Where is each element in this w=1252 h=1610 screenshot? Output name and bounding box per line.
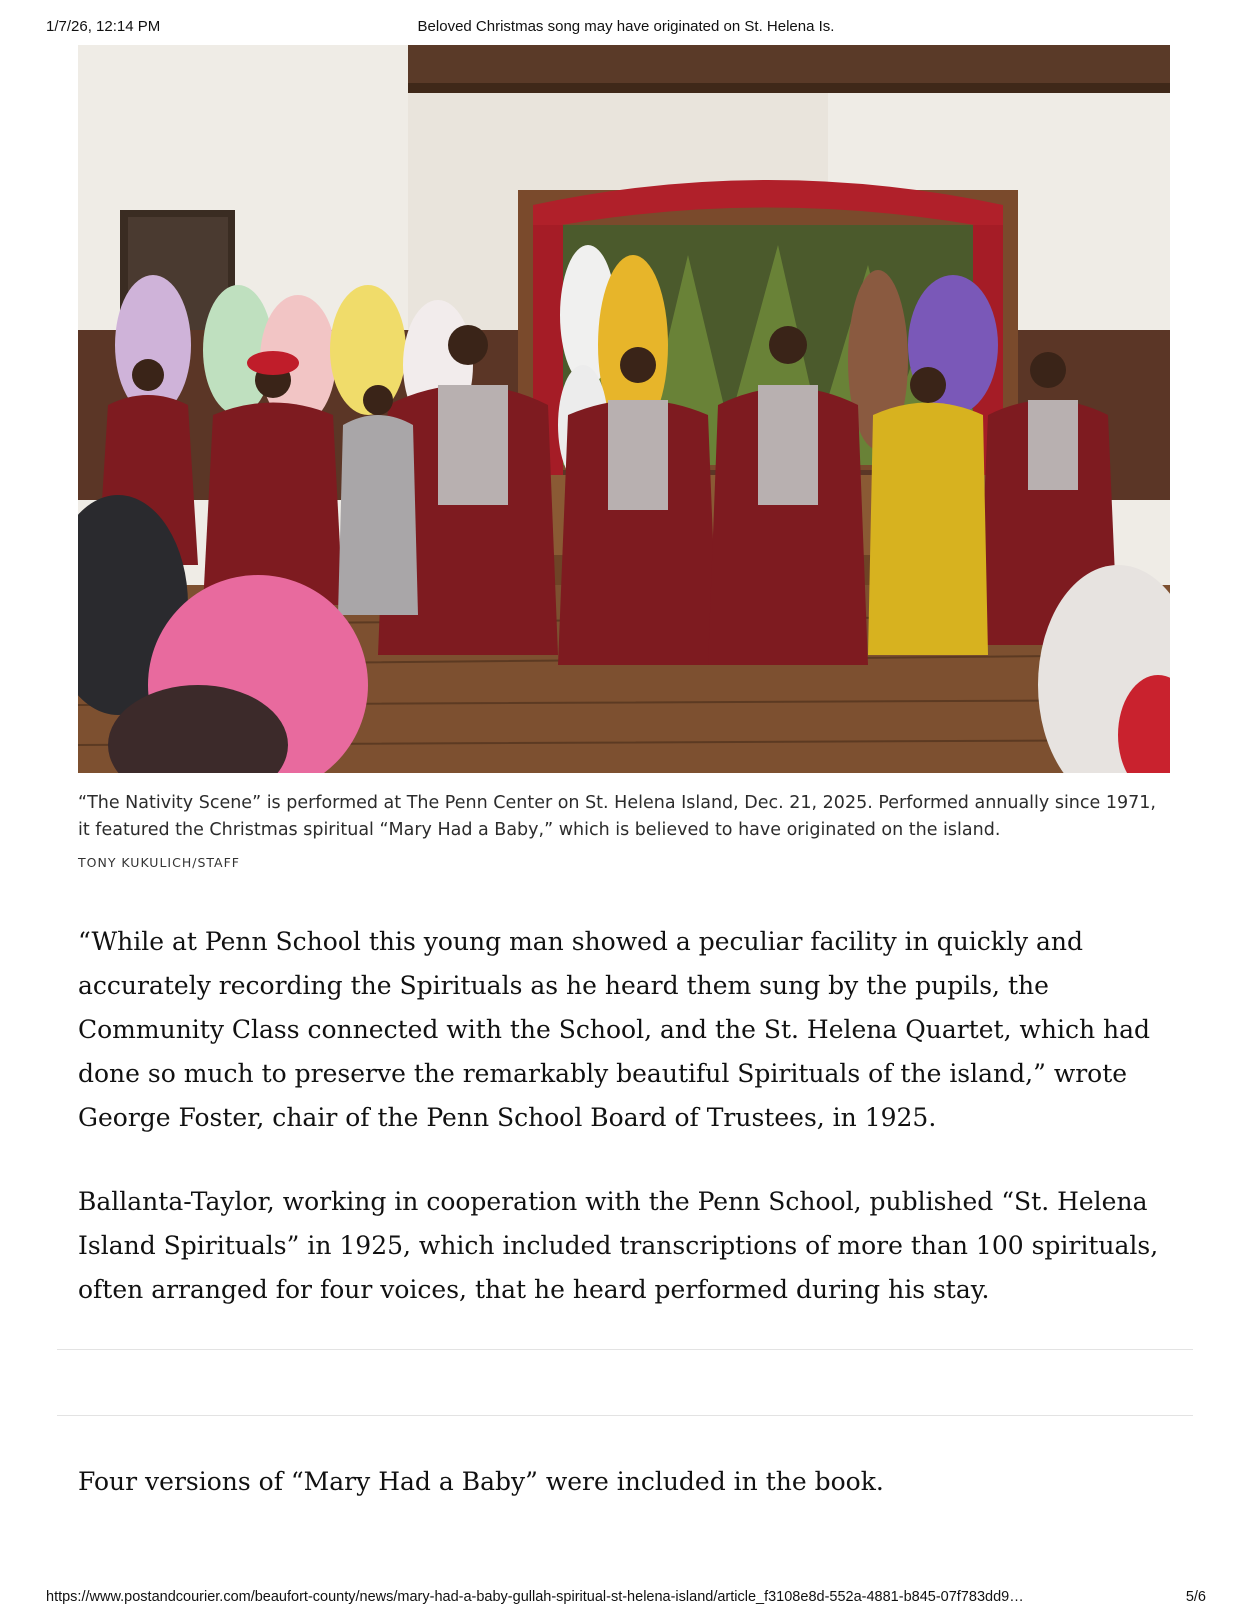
divider	[57, 1349, 1193, 1350]
print-header	[46, 18, 1206, 38]
page-number: 5/6	[1185, 1589, 1206, 1605]
print-page-title: Beloved Christmas song may have originated on St. Helena Is.	[417, 18, 835, 35]
article-paragraph: Four versions of “Mary Had a Baby” were included in the book.	[78, 1467, 884, 1496]
article-photo	[78, 45, 1170, 773]
print-date: 1/7/26, 12:14 PM	[46, 18, 161, 35]
article-paragraph: Ballanta-Taylor, working in cooperation with the Penn School, published “St. Helena Island Spirituals” in 1925, which included transcriptions of more than 100 spirituals, often arranged for four voices, that he heard performed during his stay.	[78, 1187, 1159, 1304]
print-url[interactable]: https://www.postandcourier.com/beaufort-county/news/mary-had-a-baby-gullah-spiritual-st-helena-island/article_f3108e8d-552a-4881-b845-07f783dd9…	[46, 1589, 1024, 1605]
article-paragraph: “While at Penn School this young man showed a peculiar facility in quickly and accurately recording the Spirituals as he heard them sung by the pupils, the Community Class connected with the School, and the St. Helena Quartet, which had done so much to preserve the remarkably beautiful Spirituals of the island,” wrote George Foster, chair of the Penn School Board of Trustees, in 1925.	[78, 927, 1151, 1132]
divider	[57, 1415, 1193, 1416]
photo-caption: “The Nativity Scene” is performed at The Penn Center on St. Helena Island, Dec. 21, 2025. Performed annually since 1971, it featured the Christmas spiritual “Mary Had a Baby,” which is believed to have originated on the island.	[78, 793, 1156, 840]
nativity-scene-image	[78, 45, 1170, 773]
print-footer	[46, 1589, 1206, 1609]
photo-credit: TONY KUKULICH/STAFF	[78, 855, 240, 870]
